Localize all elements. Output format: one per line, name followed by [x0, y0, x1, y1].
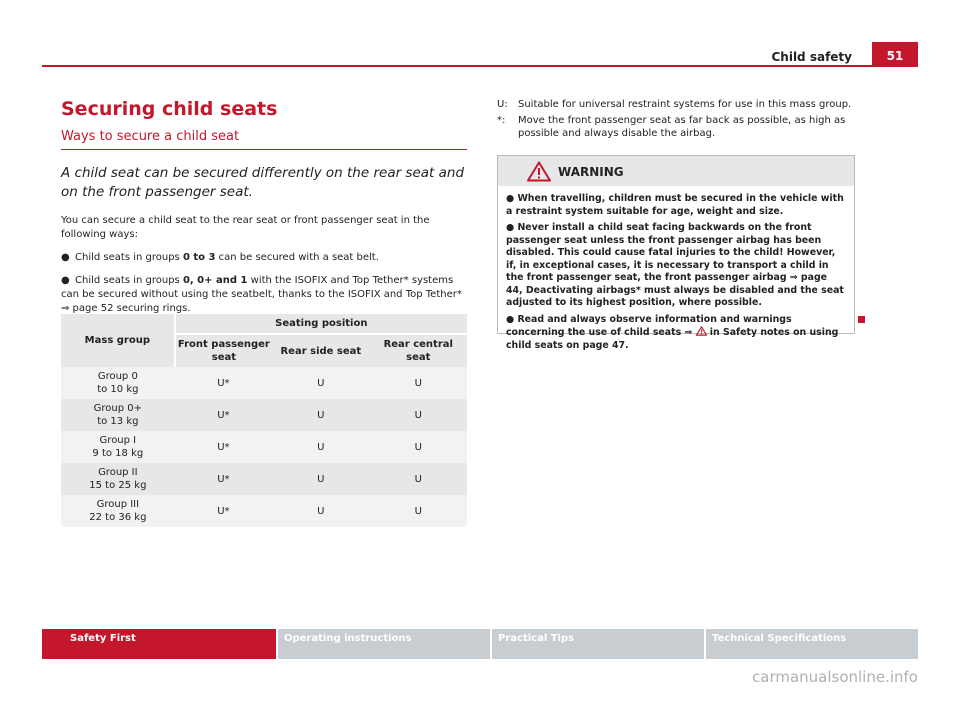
seating-position-table [61, 314, 467, 527]
table-row [61, 399, 467, 431]
table-row [61, 495, 467, 527]
col-seating-position: Seating position [175, 314, 467, 334]
rear-central-cell: U [370, 431, 467, 463]
rear-central-cell: U [370, 367, 467, 399]
rear-central-cell: U [370, 495, 467, 527]
rear-side-cell: U [272, 495, 369, 527]
section-heading: Securing child seats [61, 98, 278, 120]
front-cell: U* [175, 495, 272, 527]
header-rule [42, 65, 918, 67]
bullet-icon: ● [506, 222, 518, 233]
rear-side-cell: U [272, 367, 369, 399]
warning-header [498, 156, 854, 186]
legend-item-u: U: Suitable for universal restraint systems for use in this mass group. [497, 99, 852, 110]
intro-paragraph: You can secure a child seat to the rear seat or front passenger seat in the following ways: [61, 215, 430, 240]
col-rear-central: Rear central seat [370, 334, 467, 367]
bullet-icon: ● [61, 252, 70, 263]
footer-nav [42, 629, 918, 659]
watermark: carmanualsonline.info [752, 668, 918, 686]
tab-practical-tips[interactable]: Practical Tips [492, 629, 704, 659]
rear-side-cell: U [272, 463, 369, 495]
table-row [61, 431, 467, 463]
rear-central-cell: U [370, 399, 467, 431]
rear-side-cell: U [272, 431, 369, 463]
end-of-section-marker [858, 316, 865, 323]
col-rear-side: Rear side seat [272, 334, 369, 367]
warning-triangle-icon [696, 326, 707, 336]
mass-group-cell: Group II 15 to 25 kg [61, 463, 175, 495]
rear-side-cell: U [272, 399, 369, 431]
bullet-seat-belt: ● Child seats in groups 0 to 3 can be secured with a seat belt. [61, 252, 379, 263]
bullet-icon: ● [506, 193, 518, 204]
warning-body [498, 186, 854, 352]
warning-box [497, 155, 855, 351]
front-cell: U* [175, 399, 272, 431]
col-front-passenger: Front passenger seat [175, 334, 272, 367]
legend-item-asterisk: *: Move the front passenger seat as far back as possible, as high as possible and always disable the airbag. [497, 115, 846, 139]
bullet-icon: ● [506, 313, 518, 325]
left-column [61, 98, 467, 316]
mass-group-cell: Group 0+ to 13 kg [61, 399, 175, 431]
front-cell: U* [175, 367, 272, 399]
warning-item: ● When travelling, children must be secured in the vehicle with a restraint system suitable for age, weight and size. [506, 193, 844, 217]
running-header-title: Child safety [771, 50, 852, 64]
page-number: 51 [872, 42, 918, 67]
mass-group-cell: Group 0 to 10 kg [61, 367, 175, 399]
bullet-isofix: ● Child seats in groups 0, 0+ and 1 with the ISOFIX and Top Tether* systems can be secured without using the seatbelt, thanks to the ISOFIX and Top Tether* ⇒ page 52 securing rings. [61, 275, 462, 314]
mass-group-cell: Group I 9 to 18 kg [61, 431, 175, 463]
lead-paragraph: A child seat can be secured differently on the rear seat and on the front passenger seat. [61, 165, 465, 200]
tab-technical-specifications[interactable]: Technical Specifications [706, 629, 918, 659]
table-row [61, 463, 467, 495]
warning-triangle-icon [527, 161, 551, 182]
warning-item: ● Read and always observe information and warnings concerning the use of child seats ⇒ in Safety notes on using child seats on page 47. [506, 313, 839, 351]
mass-group-cell: Group III 22 to 36 kg [61, 495, 175, 527]
warning-title: WARNING [558, 165, 624, 179]
table-row [61, 367, 467, 399]
bullet-icon: ● [61, 275, 70, 286]
tab-operating-instructions[interactable]: Operating instructions [278, 629, 490, 659]
subsection-heading: Ways to secure a child seat [61, 129, 467, 150]
col-mass-group: Mass group [61, 314, 175, 367]
rear-central-cell: U [370, 463, 467, 495]
front-cell: U* [175, 463, 272, 495]
warning-item: ● Never install a child seat facing backwards on the front passenger seat unless the front passenger airbag has been disabled. This could cause fatal injuries to the child! However, if, in exceptional cases, it is necessary to transport a child in the front passenger seat, the front passenger airbag ⇒ page 44, Deactivating airbags* must always be disabled and the seat adjusted to its highest position, where possible. [506, 222, 844, 308]
legend [497, 98, 853, 143]
front-cell: U* [175, 431, 272, 463]
tab-safety-first[interactable]: Safety First [42, 629, 276, 659]
